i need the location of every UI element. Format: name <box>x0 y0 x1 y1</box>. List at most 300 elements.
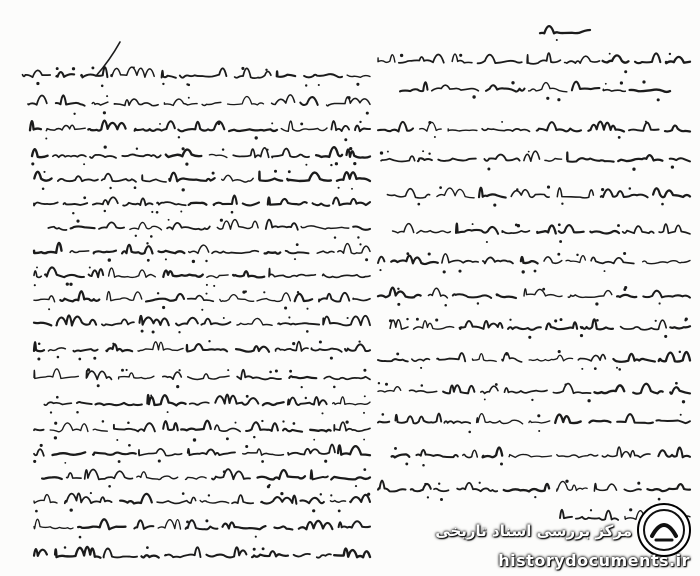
handwriting-stroke <box>122 154 160 157</box>
diacritic-dot <box>83 163 85 165</box>
handwriting-stroke <box>287 173 331 181</box>
diacritic-dot <box>156 211 159 214</box>
handwriting-stroke <box>472 354 496 362</box>
handwriting-stroke <box>333 397 370 405</box>
diacritic-dot <box>212 172 215 175</box>
handwriting-stroke <box>337 172 370 181</box>
handwriting-stroke <box>34 449 44 456</box>
handwriting-stroke <box>107 292 142 301</box>
diacritic-dot <box>192 260 195 263</box>
handwriting-stroke <box>34 296 55 302</box>
diacritic-dot <box>107 548 109 550</box>
diacritic-dot <box>168 219 170 221</box>
handwriting-stroke <box>114 423 155 431</box>
handwriting-stroke <box>390 320 408 329</box>
handwriting-stroke <box>135 121 175 131</box>
diacritic-dot <box>103 111 106 114</box>
diacritic-dot <box>267 485 270 488</box>
handwriting-stroke <box>186 520 218 529</box>
handwriting-stroke <box>104 548 138 557</box>
handwriting-stroke <box>339 521 370 527</box>
diacritic-dot <box>306 308 308 310</box>
handwriting-stroke <box>34 172 51 181</box>
diacritic-dot <box>334 236 336 238</box>
diacritic-dot <box>479 482 481 484</box>
handwriting-stroke <box>378 122 413 132</box>
handwriting-stroke <box>630 90 670 92</box>
handwriting-stroke <box>45 267 84 277</box>
diacritic-dot <box>50 411 52 413</box>
handwriting-stroke <box>572 82 600 91</box>
handwriting-stroke <box>295 294 313 301</box>
diacritic-dot <box>134 186 137 189</box>
diacritic-dot <box>522 270 525 273</box>
handwriting-stroke <box>505 388 548 393</box>
diacritic-dot <box>34 284 36 286</box>
diacritic-dot <box>538 430 540 432</box>
handwriting-stroke <box>188 374 229 380</box>
diacritic-dot <box>133 66 135 68</box>
diacritic-dot <box>659 302 661 304</box>
handwriting-stroke <box>317 251 334 253</box>
handwriting-stroke <box>479 188 506 198</box>
handwriting-stroke <box>212 469 250 479</box>
handwriting-stroke <box>353 227 370 230</box>
diacritic-dot <box>422 464 425 467</box>
diacritic-dot <box>54 436 57 439</box>
diacritic-dot <box>126 369 128 371</box>
handwriting-stroke <box>477 414 523 424</box>
diacritic-dot <box>558 223 561 226</box>
handwriting-stroke <box>77 402 92 404</box>
diacritic-dot <box>664 335 667 338</box>
diacritic-dot <box>601 188 604 191</box>
handwriting-stroke <box>106 344 132 351</box>
handwriting-stroke <box>624 489 641 491</box>
handwriting-stroke <box>381 156 415 161</box>
diacritic-dot <box>605 83 607 85</box>
handwriting-stroke <box>316 147 342 157</box>
diacritic-dot <box>275 369 278 372</box>
handwriting-stroke <box>56 95 85 105</box>
diacritic-dot <box>406 252 409 255</box>
handwriting-stroke <box>443 385 474 393</box>
diacritic-dot <box>146 242 148 244</box>
handwriting-stroke <box>283 429 302 432</box>
diacritic-dot <box>66 282 69 285</box>
handwriting-stroke <box>65 493 112 503</box>
handwriting-stroke <box>119 373 154 379</box>
handwriting-stroke <box>212 251 258 254</box>
handwriting-stroke <box>567 152 614 161</box>
handwriting-stroke <box>393 224 414 233</box>
handwriting-stroke <box>438 159 476 161</box>
diacritic-dot <box>351 188 353 190</box>
handwriting-stroke <box>497 295 516 299</box>
handwriting-stroke <box>647 484 690 491</box>
diacritic-dot <box>434 136 436 138</box>
handwriting-stroke <box>70 251 89 253</box>
diacritic-dot <box>396 352 399 355</box>
diacritic-dot <box>439 186 442 189</box>
diacritic-dot <box>367 493 370 496</box>
diacritic-dot <box>128 444 131 447</box>
handwriting-stroke <box>334 422 370 431</box>
diacritic-dot <box>289 370 292 373</box>
diacritic-dot <box>185 163 188 166</box>
handwriting-stroke <box>331 121 349 131</box>
handwriting-stroke <box>602 447 650 457</box>
handwriting-stroke <box>137 472 178 480</box>
handwriting-stroke <box>591 257 634 263</box>
diacritic-dot <box>604 270 606 272</box>
handwriting-stroke <box>613 354 655 362</box>
diacritic-dot <box>556 39 558 41</box>
handwriting-stroke <box>28 96 47 105</box>
diacritic-dot <box>178 331 180 333</box>
handwriting-stroke <box>94 251 116 254</box>
handwriting-stroke <box>595 385 625 393</box>
handwriting-stroke <box>333 198 370 205</box>
diacritic-dot <box>495 383 498 386</box>
diacritic-dot <box>468 431 471 434</box>
handwriting-stroke <box>102 174 136 182</box>
handwriting-stroke <box>46 125 85 130</box>
diacritic-dot <box>193 438 196 441</box>
handwriting-stroke <box>537 122 581 131</box>
diacritic-dot <box>97 384 100 387</box>
handwriting-stroke <box>323 316 370 326</box>
handwriting-stroke <box>55 547 100 558</box>
handwriting-stroke <box>142 175 166 182</box>
handwriting-stroke <box>90 155 116 158</box>
handwriting-stroke <box>215 395 258 405</box>
diacritic-dot <box>330 357 333 360</box>
handwriting-stroke <box>67 473 82 478</box>
diacritic-dot <box>338 187 340 189</box>
handwriting-stroke <box>334 549 370 558</box>
handwriting-stroke <box>232 495 253 503</box>
handwriting-stroke <box>202 102 221 105</box>
handwriting-stroke <box>399 54 444 62</box>
handwriting-stroke <box>222 175 254 182</box>
diacritic-dot <box>679 351 681 353</box>
diacritic-dot <box>305 397 307 399</box>
diacritic-dot <box>151 211 153 213</box>
handwriting-stroke <box>34 369 78 379</box>
diacritic-dot <box>528 336 531 339</box>
diacritic-dot <box>366 112 369 115</box>
handwriting-stroke <box>60 291 99 301</box>
diacritic-dot <box>206 284 208 286</box>
diacritic-dot <box>72 212 74 214</box>
handwriting-stroke <box>190 402 209 404</box>
handwriting-stroke <box>167 223 210 230</box>
handwriting-stroke <box>378 257 384 263</box>
diacritic-dot <box>435 318 438 321</box>
diacritic-dot <box>595 302 598 305</box>
handwriting-stroke <box>252 551 288 557</box>
diacritic-dot <box>344 138 347 141</box>
handwriting-stroke <box>481 386 498 393</box>
diacritic-dot <box>223 470 226 473</box>
handwriting-stroke <box>392 454 410 457</box>
handwriting-stroke <box>594 484 616 492</box>
diacritic-dot <box>127 422 130 425</box>
handwriting-stroke <box>442 254 478 263</box>
handwriting-stroke <box>603 55 629 62</box>
diacritic-dot <box>318 84 320 86</box>
diacritic-dot <box>118 460 121 463</box>
diacritic-dot <box>213 285 215 287</box>
handwriting-stroke <box>265 252 281 254</box>
diacritic-dot <box>324 460 327 463</box>
diacritic-dot <box>581 368 583 370</box>
diacritic-dot <box>379 269 381 271</box>
handwriting-stroke <box>281 121 327 131</box>
handwriting-stroke <box>387 189 429 198</box>
diacritic-dot <box>253 436 255 438</box>
diacritic-dot <box>269 371 272 374</box>
diacritic-dot <box>176 385 179 388</box>
diacritic-dot <box>253 548 256 551</box>
diacritic-dot <box>394 447 397 450</box>
diacritic-dot <box>282 420 284 422</box>
handwriting-stroke <box>120 494 152 504</box>
handwriting-stroke <box>400 82 428 91</box>
handwriting-stroke <box>162 71 176 78</box>
handwriting-stroke <box>508 327 541 330</box>
handwriting-stroke <box>529 355 573 361</box>
handwriting-stroke <box>350 495 370 502</box>
handwriting-stroke <box>524 151 540 161</box>
handwriting-stroke <box>453 294 491 298</box>
handwriting-stroke <box>603 89 625 91</box>
diacritic-dot <box>330 164 332 166</box>
diacritic-dot <box>208 340 210 342</box>
diacritic-dot <box>380 151 383 154</box>
diacritic-dot <box>501 121 503 123</box>
diacritic-dot <box>516 188 518 190</box>
diacritic-dot <box>421 384 424 387</box>
diacritic-dot <box>121 369 124 372</box>
diacritic-dot <box>288 316 290 318</box>
handwriting-stroke <box>331 477 370 480</box>
diacritic-dot <box>537 414 540 417</box>
handwriting-stroke <box>299 521 333 529</box>
diacritic-dot <box>355 485 357 487</box>
diacritic-dot <box>280 492 283 495</box>
diacritic-dot <box>609 53 611 55</box>
diacritic-dot <box>208 494 210 496</box>
diacritic-dot <box>624 286 627 289</box>
diacritic-dot <box>500 463 503 466</box>
diacritic-dot <box>505 352 508 355</box>
diacritic-dot <box>312 509 315 512</box>
handwriting-stroke <box>566 256 585 263</box>
handwriting-stroke <box>589 421 610 423</box>
handwriting-stroke <box>200 501 229 504</box>
handwriting-stroke <box>34 429 44 430</box>
handwriting-stroke <box>92 102 108 105</box>
handwriting-stroke <box>146 294 184 302</box>
handwriting-stroke <box>207 275 228 278</box>
handwriting-stroke <box>186 477 207 480</box>
diacritic-dot <box>64 462 66 464</box>
diacritic-dot <box>108 485 111 488</box>
handwriting-stroke <box>220 295 254 302</box>
diacritic-dot <box>338 509 341 512</box>
diacritic-dot <box>89 266 91 268</box>
diacritic-dot <box>623 252 626 255</box>
diacritic-dot <box>33 460 36 463</box>
diacritic-dot <box>363 412 365 414</box>
diacritic-dot <box>669 53 671 55</box>
handwriting-stroke <box>188 296 214 302</box>
diacritic-dot <box>428 153 430 155</box>
handwriting-stroke <box>134 520 153 529</box>
handwriting-stroke <box>629 123 659 131</box>
diacritic-dot <box>629 187 632 190</box>
handwriting-stroke <box>269 269 315 278</box>
handwriting-stroke <box>347 75 370 77</box>
diacritic-dot <box>616 367 618 369</box>
diacritic-dot <box>313 439 315 441</box>
handwriting-stroke <box>656 420 690 423</box>
diacritic-dot <box>459 54 462 57</box>
diacritic-dot <box>223 317 225 319</box>
diacritic-dot <box>534 270 537 273</box>
diacritic-dot <box>424 483 426 485</box>
handwriting-stroke <box>653 188 690 197</box>
handwriting-stroke <box>521 257 538 263</box>
diacritic-dot <box>416 318 419 321</box>
diacritic-dot <box>531 399 533 401</box>
diacritic-dot <box>363 468 366 471</box>
handwriting-stroke <box>288 397 327 405</box>
handwriting-stroke <box>286 251 309 254</box>
diacritic-dot <box>397 303 400 306</box>
archive-watermark <box>435 500 694 572</box>
handwriting-stroke <box>484 155 519 161</box>
handwriting-stroke <box>483 257 513 263</box>
handwriting-stroke <box>237 318 272 325</box>
diacritic-dot <box>560 318 563 321</box>
diacritic-dot <box>319 340 322 343</box>
diacritic-dot <box>487 168 490 171</box>
handwriting-stroke <box>509 454 552 457</box>
diacritic-dot <box>385 383 388 386</box>
diacritic-dot <box>397 288 399 290</box>
diacritic-dot <box>558 350 561 353</box>
handwriting-stroke <box>502 353 522 362</box>
handwriting-stroke <box>304 74 342 77</box>
diacritic-dot <box>321 412 323 414</box>
diacritic-dot <box>632 168 635 171</box>
handwriting-stroke <box>460 321 503 329</box>
handwriting-stroke <box>416 450 457 457</box>
diacritic-dot <box>205 519 208 522</box>
handwriting-stroke <box>85 469 133 479</box>
handwriting-stroke <box>139 449 182 456</box>
diacritic-dot <box>262 547 265 550</box>
diacritic-dot <box>365 258 368 261</box>
diacritic-dot <box>486 241 488 243</box>
handwriting-stroke <box>56 72 74 77</box>
handwriting-stroke <box>206 547 246 557</box>
handwriting-stroke <box>623 226 654 233</box>
handwriting-stroke <box>189 203 207 205</box>
handwriting-stroke <box>78 519 125 529</box>
diacritic-dot <box>657 98 660 101</box>
diacritic-dot <box>241 67 244 70</box>
diacritic-dot <box>267 149 269 151</box>
diacritic-dot <box>222 148 224 150</box>
diacritic-dot <box>306 330 309 333</box>
diacritic-dot <box>428 121 431 124</box>
handwriting-stroke <box>559 225 584 233</box>
diacritic-dot <box>637 482 640 485</box>
handwriting-stroke <box>32 149 48 157</box>
handwriting-stroke <box>565 56 600 63</box>
handwriting-stroke <box>288 444 335 454</box>
handwriting-stroke <box>483 448 503 458</box>
handwriting-stroke <box>48 348 65 351</box>
diacritic-dot <box>477 302 479 304</box>
diacritic-dot <box>38 342 41 345</box>
archive-name: مرکز بررسی اسناد تاریخی <box>435 522 632 540</box>
diacritic-dot <box>76 220 79 223</box>
handwriting-stroke <box>300 97 317 105</box>
diacritic-dot <box>104 210 106 212</box>
handwriting-stroke <box>659 352 690 361</box>
handwriting-stroke <box>229 129 277 131</box>
diacritic-dot <box>141 330 144 333</box>
handwriting-stroke <box>437 188 474 198</box>
diacritic-dot <box>178 136 180 138</box>
handwriting-stroke <box>93 429 107 431</box>
handwriting-stroke <box>417 231 451 234</box>
diacritic-dot <box>378 382 380 384</box>
handwriting-stroke <box>233 271 264 277</box>
handwriting-stroke <box>658 447 690 457</box>
diacritic-dot <box>150 235 153 238</box>
diacritic-dot <box>182 147 185 150</box>
diacritic-dot <box>182 188 185 191</box>
diacritic-dot <box>146 546 149 549</box>
handwriting-stroke <box>617 414 653 423</box>
handwriting-stroke <box>272 149 309 158</box>
diacritic-dot <box>261 460 264 463</box>
handwriting-stroke <box>236 346 269 352</box>
handwriting-stroke <box>71 226 95 228</box>
diacritic-dot <box>35 510 38 513</box>
handwriting-stroke <box>34 519 73 529</box>
handwriting-stroke <box>276 342 308 351</box>
handwriting-stroke <box>99 222 124 229</box>
diacritic-dot <box>422 150 424 152</box>
diacritic-dot <box>261 420 263 422</box>
handwriting-stroke <box>140 316 169 325</box>
diacritic-dot <box>356 83 359 86</box>
handwriting-stroke <box>96 403 142 405</box>
diacritic-dot <box>387 151 389 153</box>
handwriting-stroke <box>180 68 227 77</box>
handwriting-stroke <box>486 85 525 91</box>
handwriting-stroke <box>670 326 690 328</box>
diacritic-dot <box>405 462 408 465</box>
handwriting-stroke <box>324 377 370 380</box>
